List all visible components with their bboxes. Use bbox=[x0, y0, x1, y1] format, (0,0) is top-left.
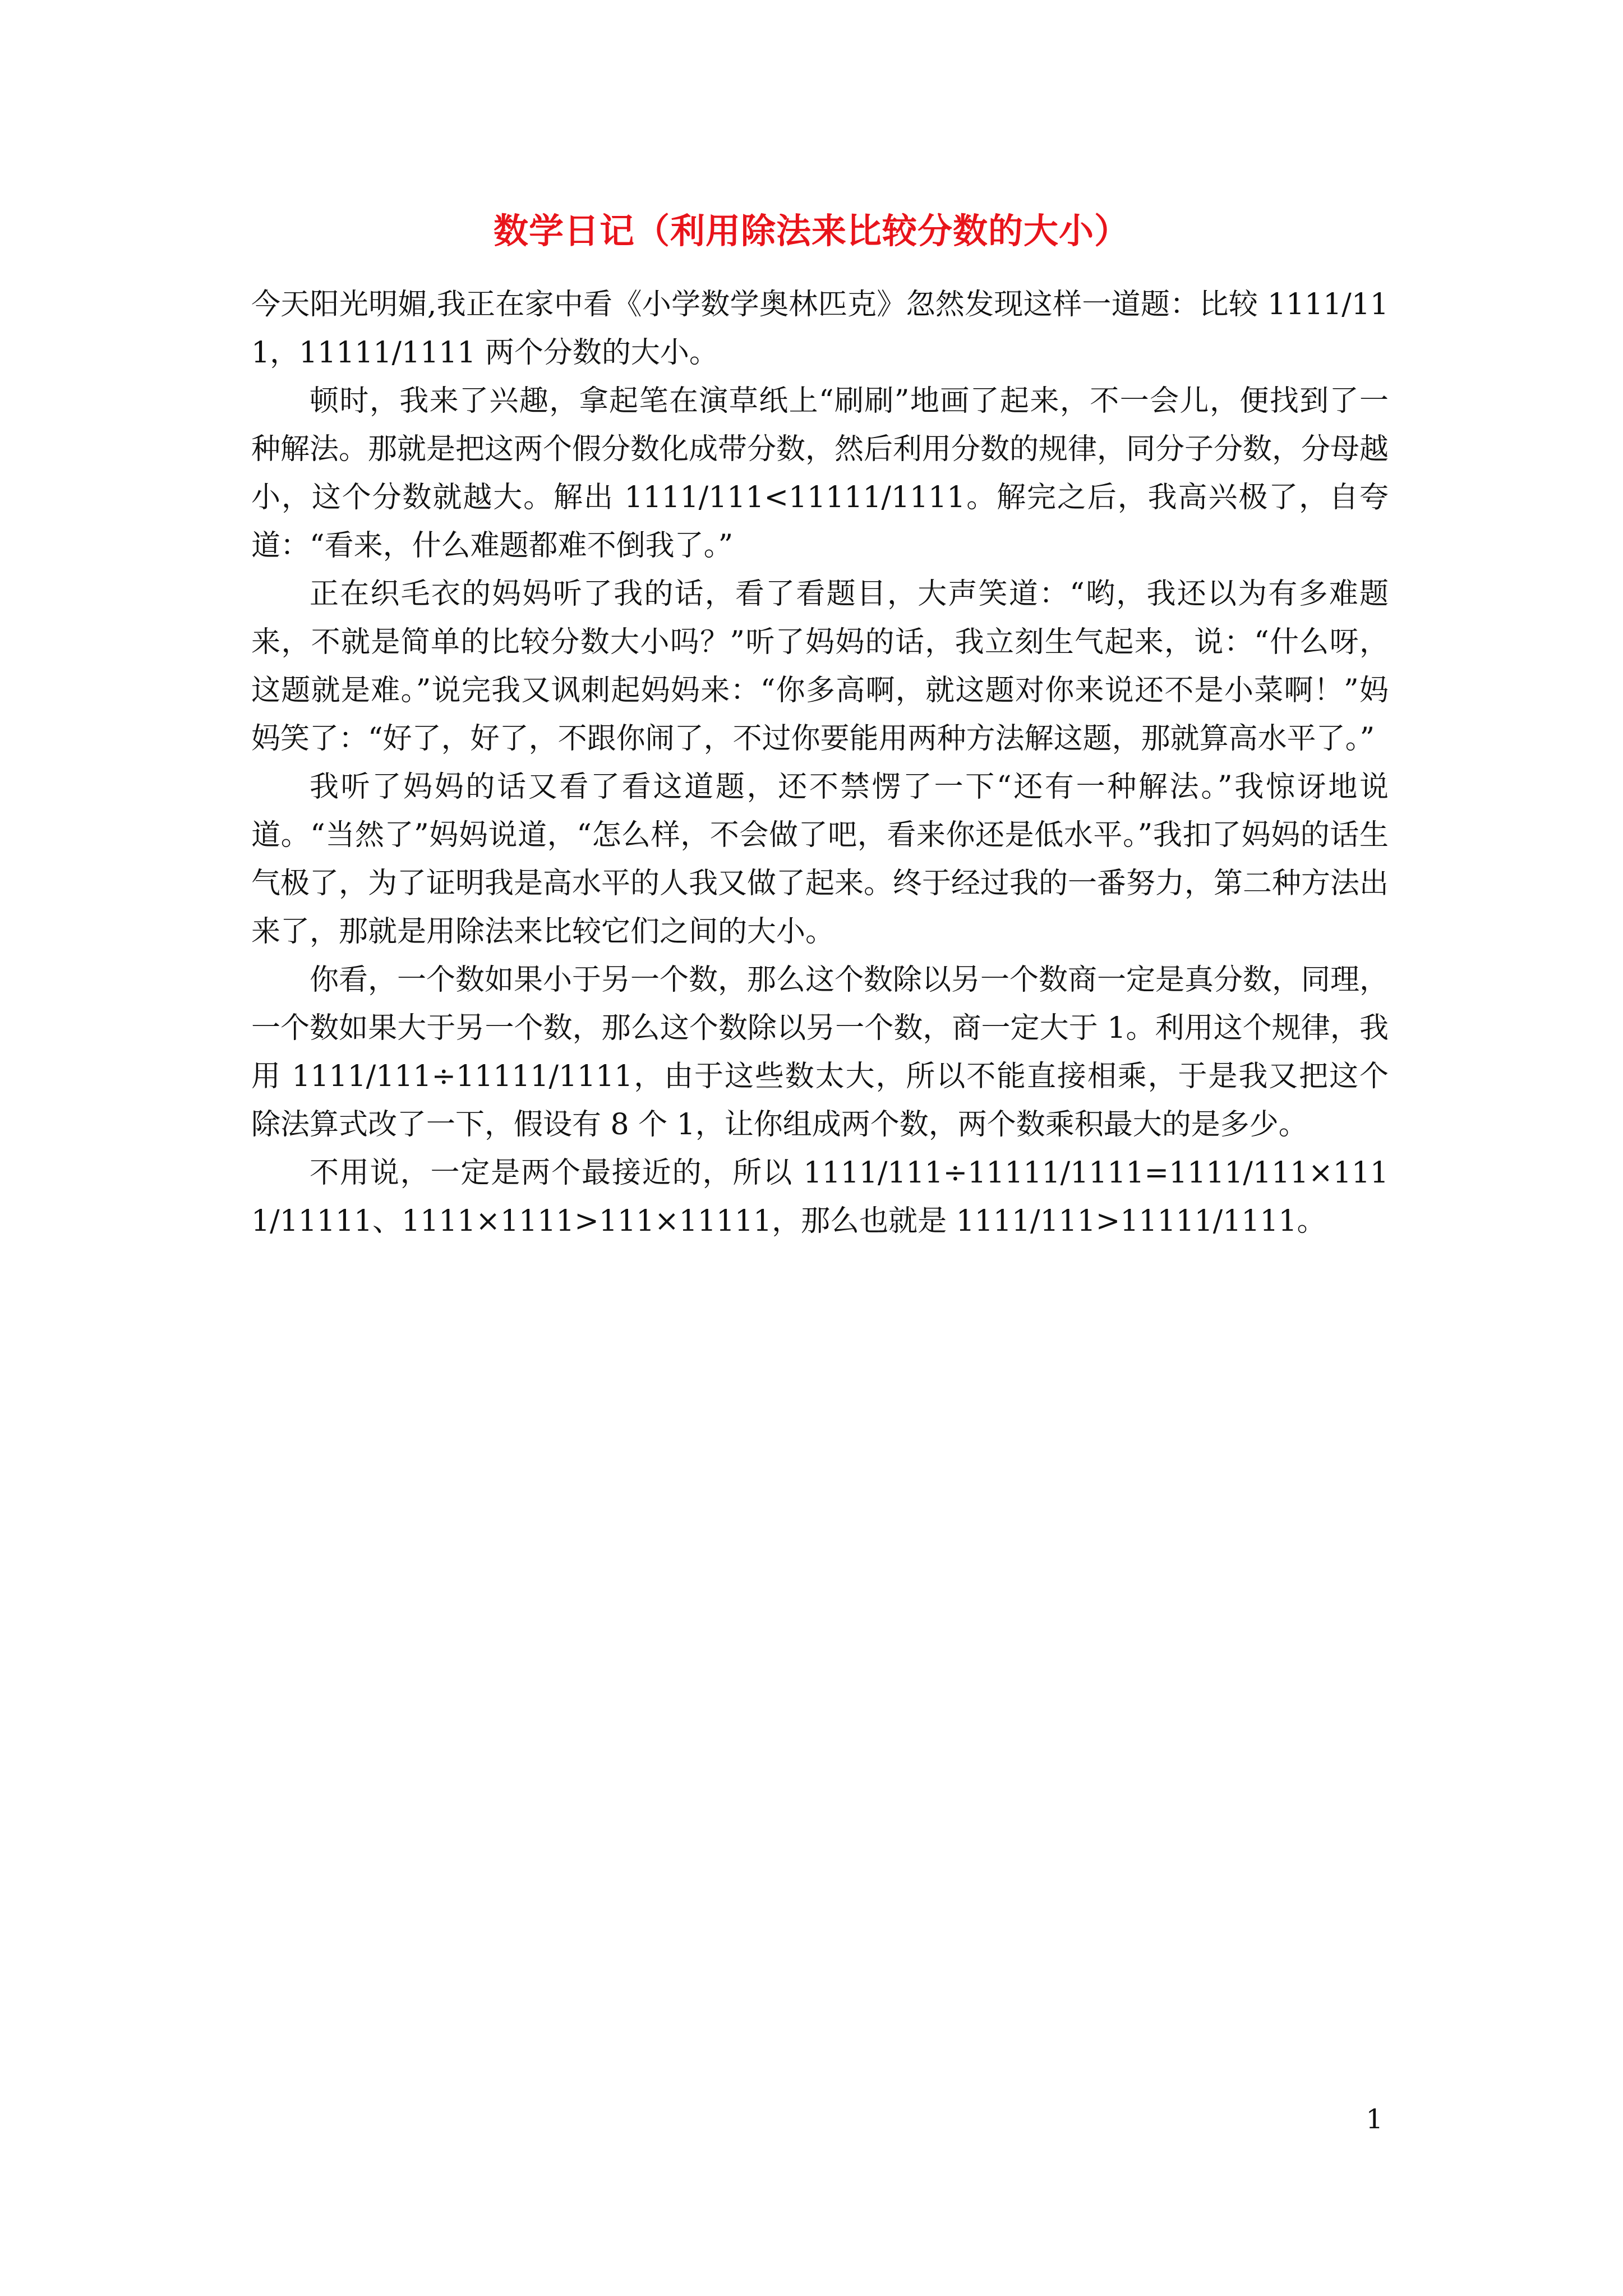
paragraph-5: 你看，一个数如果小于另一个数，那么这个数除以另一个数商一定是真分数，同理，一个数如果大于另一个数，那么这个数除以另一个数，商一定大于 1。利用这个规律，我用 1111/111÷11111/1111，由于这些数太大，所以不能直接相乘，于是我又把这个除法算式改了一下，假设有 8 个 1，让你组成两个数，两个数乘积最大的是多少。 bbox=[251, 963, 1389, 1142]
paragraph-6: 不用说，一定是两个最接近的，所以 1111/111÷11111/1111=1111/111×1111/11111、1111×1111>111×11111，那么也就是 1111/111>11111/1111。 bbox=[251, 1156, 1389, 1238]
page-number: 1 bbox=[1366, 2104, 1383, 2135]
document-title: 数学日记（利用除法来比较分数的大小） bbox=[493, 210, 1129, 251]
paragraph-2: 顿时，我来了兴趣，拿起笔在演草纸上“刷刷”地画了起来，不一会儿，便找到了一种解法。那就是把这两个假分数化成带分数，然后利用分数的规律，同分子分数，分母越小，这个分数就越大。解出 1111/111<11111/1111。解完之后，我高兴极了，自夸道：“看来，什么难题都难不倒我了。” bbox=[251, 384, 1389, 563]
paragraph-4: 我听了妈妈的话又看了看这道题，还不禁愣了一下“还有一种解法。”我惊讶地说道。“当然了”妈妈说道，“怎么样，不会做了吧，看来你还是低水平。”我扣了妈妈的话生气极了，为了证明我是高水平的人我又做了起来。终于经过我的一番努力，第二种方法出来了，那就是用除法来比较它们之间的大小。 bbox=[251, 770, 1389, 949]
paragraph-1: 今天阳光明媚,我正在家中看《小学数学奥林匹克》忽然发现这样一道题：比较 1111/111，11111/1111 两个分数的大小。 bbox=[251, 288, 1389, 370]
document-body bbox=[251, 280, 1389, 1245]
paragraph-3: 正在织毛衣的妈妈听了我的话，看了看题目，大声笑道：“哟，我还以为有多难题来，不就是简单的比较分数大小吗？”听了妈妈的话，我立刻生气起来，说：“什么呀，这题就是难。”说完我又讽刺起妈妈来：“你多高啊，就这题对你来说还不是小菜啊！”妈妈笑了：“好了，好了，不跟你闹了，不过你要能用两种方法解这题，那就算高水平了。” bbox=[251, 577, 1389, 756]
